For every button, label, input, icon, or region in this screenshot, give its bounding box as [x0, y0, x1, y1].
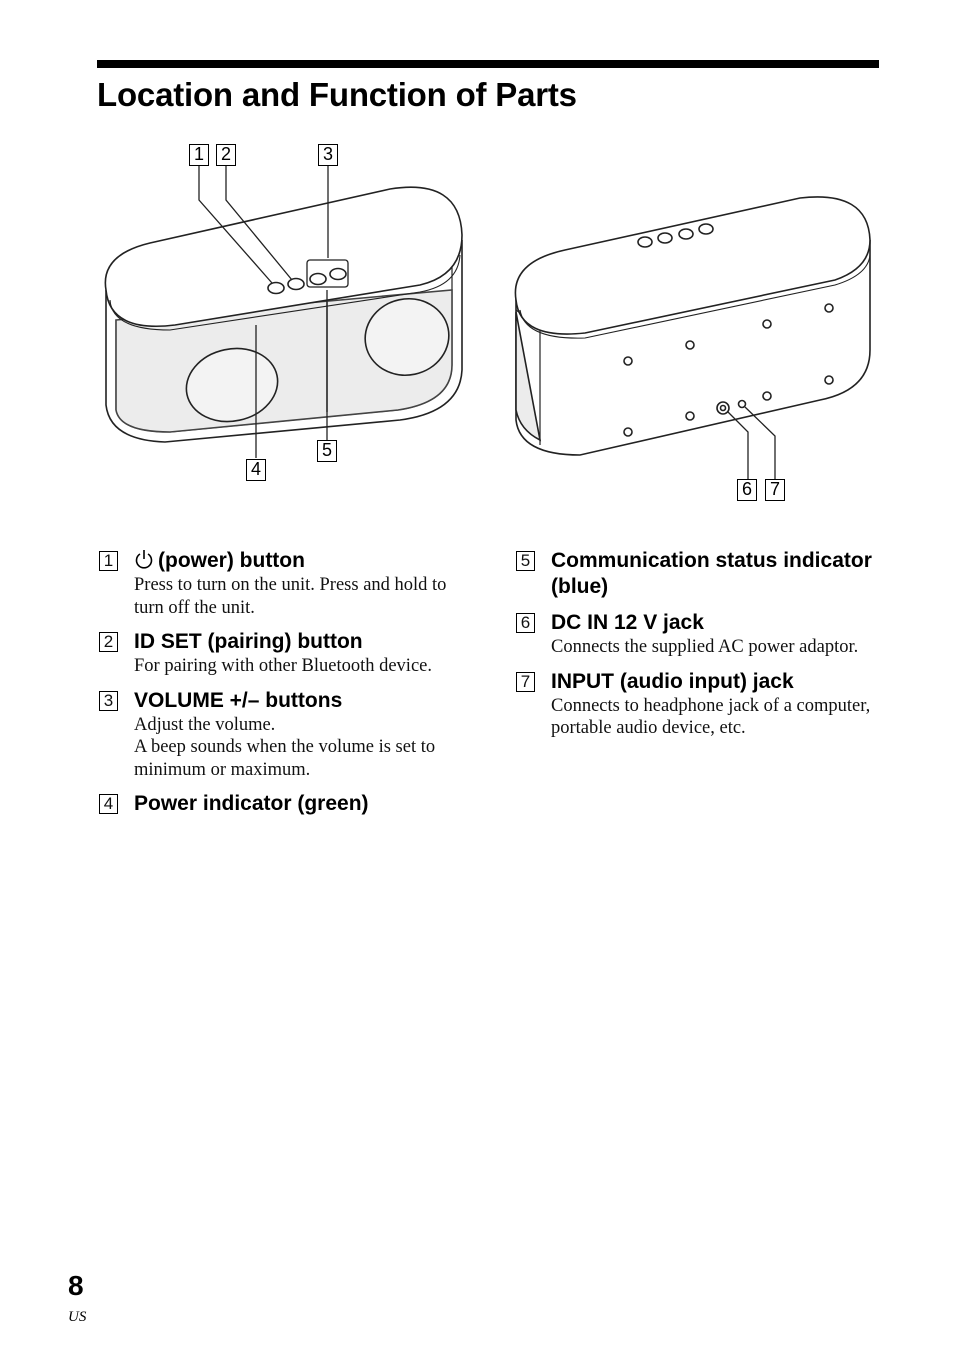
callout-2: 2: [216, 144, 236, 166]
page-number: 8: [68, 1270, 84, 1301]
power-icon: [134, 548, 154, 570]
parts-list-left: [97, 548, 457, 827]
part-number: 6: [516, 613, 535, 633]
callout-6: 6: [737, 479, 757, 501]
parts-list-right: [514, 548, 874, 750]
rear-view: [515, 197, 870, 480]
region-code: US: [68, 1309, 87, 1325]
part-item-power-indicator: [97, 791, 457, 817]
part-title: (power) button: [134, 548, 457, 574]
part-number: 4: [99, 794, 118, 814]
part-item-input-jack: [514, 669, 874, 740]
part-item-dc-in-jack: [514, 610, 874, 659]
part-number: 1: [99, 551, 118, 571]
speaker-illustration: [0, 130, 954, 510]
part-description: A beep sounds when the volume is set to minimum or maximum.: [134, 737, 436, 780]
part-title: DC IN 12 V jack: [551, 611, 704, 634]
part-number: 2: [99, 632, 118, 652]
part-title: VOLUME +/– buttons: [134, 688, 343, 712]
part-number: 3: [99, 691, 118, 711]
page-title: Location and Function of Parts: [97, 76, 577, 113]
part-title: Communication status indicator (blue): [551, 549, 872, 598]
part-title: Power indicator (green): [134, 792, 369, 815]
callout-4: 4: [246, 459, 266, 481]
callout-3: 3: [318, 144, 338, 166]
part-item-power-button: [97, 548, 457, 619]
front-view: [105, 166, 462, 458]
callout-5: 5: [317, 440, 337, 462]
header-rule: [97, 60, 879, 68]
callout-7: 7: [765, 479, 785, 501]
part-item-id-set-button: [97, 629, 457, 678]
part-description: Connects to headphone jack of a computer, portable audio device, etc.: [551, 695, 871, 738]
part-description: For pairing with other Bluetooth device.: [134, 656, 432, 676]
part-item-communication-indicator: [514, 548, 874, 600]
part-title: ID SET (pairing) button: [134, 630, 363, 653]
callout-1: 1: [189, 144, 209, 166]
part-item-volume-buttons: [97, 688, 457, 782]
part-description: Connects the supplied AC power adaptor.: [551, 637, 859, 657]
part-description: Adjust the volume.: [134, 714, 276, 735]
part-number: 7: [516, 672, 535, 692]
part-number: 5: [516, 551, 535, 571]
part-title: INPUT (audio input) jack: [551, 669, 794, 693]
part-description: Press to turn on the unit. Press and hold to turn off the unit.: [134, 575, 447, 618]
